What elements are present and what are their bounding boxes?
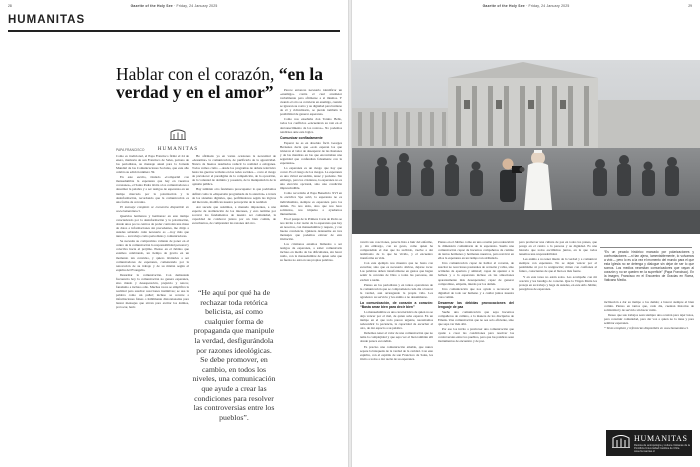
right-column-1 xyxy=(360,240,433,460)
left-column-3 xyxy=(280,88,342,460)
humanitas-logo xyxy=(148,127,208,152)
subheading: La comunicación, de corazón a corazón: “Basta amar bien para decir bien” xyxy=(360,300,433,309)
body-paragraph: venció sus coacciones, parecía lista a huir del enfermo, y, sin embargo, con su gesto, como quien ha comprendido el don que ha recibido, vuelve a dar testimonio de lo que ha vivido, y el encuentro transforma su vida. xyxy=(360,240,433,261)
right-page xyxy=(352,0,700,467)
main-photo xyxy=(352,60,700,234)
body-paragraph: Esperar no es en absoluto fácil. Georges Bernanos decía que «solo esperan los que tuvieron el valor de desesperar de las ilusiones y de las mentiras en las que encontraban una seguridad que confundían falsamente con la esperanza». xyxy=(280,140,342,165)
left-running-header xyxy=(8,4,340,10)
humanitas-box-logo-icon xyxy=(612,434,630,448)
right-column-2 xyxy=(438,240,514,460)
left-column-1 xyxy=(116,154,189,460)
left-column-2 xyxy=(192,154,276,284)
body-paragraph: La esperanza es un riesgo que hay que correr. Es el riesgo de los riesgos. La esperanza es una virtud escondida, tenaz y paciente. Sin embargo, para los cristianos, la esperanza no es una elección opcional, sino una condición imprescindible. xyxy=(280,166,342,191)
caption-text: “Es un pecado histórico marcado por polarizaciones y confrontaciones —ni tan ajeno, lamentablemente, lo volvamos a vivir— pero lo es a la vez el momento del mundo para el que esta Iglesia no se detenga y dialogue sin dejar de ser lo que somos. Los medios necesitan comunicadores que vayan al corazón y no se queden en la superficie” (Papa Francisco). xyxy=(604,250,694,274)
body-paragraph: inclinación a dar su tiempo a los demás; a buscar siempre el bien común. Pienso en tantos que, cada día, cuentan historias de solidaridad y de servicio sin hacer ruido. xyxy=(604,300,694,313)
right-running-head: Gazette of the Holy See · Friday, 24 January 2025 xyxy=(482,4,570,8)
right-page-number: 29 xyxy=(688,4,692,8)
body-paragraph: Los cristianos estamos llamados a ser testigos de esperanza, a saber comunicarla incluso en medio de las dificultades, sin hacer ruido, con la mansedumbre de quien sabe que su fuerza no está en sus propias palabras. xyxy=(280,242,342,263)
intro-paragraph: Como es tradicional, el Papa Francisco firmó el 24 de enero, memoria de san Francisco de Sales, patrono de los periodistas, su mensaje anual para la Jornada Mundial de las Comunicaciones Sociales, que este año celebra su edición número 59. xyxy=(116,154,189,175)
intro-paragraph: En este escrito, titulado «Compartid con mansedumbre la esperanza que hay en vuestros corazones», el Santo Padre invita a los comunicadores a desarmar la palabra y a ser testigos de esperanza en un tiempo marcado por la polarización y la desinformación, recordando que la comunicación es una forma de cercanía. xyxy=(116,175,189,204)
photo-caption xyxy=(604,250,694,282)
box-wordmark: HUMANITAS xyxy=(634,434,688,443)
pull-quote xyxy=(192,288,276,422)
body-paragraph: Pienso en el Jubileo como en una ocasión para redescubrir la dimensión comunitaria de la esperanza. Sueño una comunicación capaz de hacernos compañeros de camino de tantos hermanos y hermanas nuestros, para reavivar en ellos la esperanza en un tiempo tan atribulado. xyxy=(438,240,514,261)
body-paragraph: Una comunicación capaz de hablar al corazón, de suscitar no reacciones pasionales de cerrazón y rabia, sino actitudes de apertura y amistad; capaz de apuntar a la belleza y a la esperanza incluso en las situaciones aparentemente más desesperadas; capaz de generar compromiso, empatía, interés por los demás. xyxy=(438,261,514,286)
headline-bold: “en la verdad y en el amor” xyxy=(116,64,324,102)
right-column-4 xyxy=(604,300,694,426)
body-paragraph: Sueño una comunicación que sepa hacernos compañeros de camino, a la manera de los discípulos de Emaús. Una comunicación que no sea solo eficiente, sino que sepa ver más allá. xyxy=(438,309,514,327)
caption-rule xyxy=(600,247,692,248)
body-paragraph: Desarmar la comunicación. Con demasiada frecuencia hoy la comunicación no genera esperanza, sino miedo y desesperación, prejuicio y rencor, fanatismo e incluso odio. Muchas veces se simplifica la realidad para suscitar reacciones instintivas; se usa la palabra como un puñal; incluso se recurre a informaciones falsas o hábilmente distorsionadas para lanzar mensajes que sirvan para excitar los ánimos, provocar, herir. xyxy=(116,272,189,310)
humanitas-logo-icon xyxy=(170,129,186,140)
left-page-number: 28 xyxy=(8,4,12,8)
subheading: Comunicar confiadamente xyxy=(280,135,323,140)
body-paragraph: Una comunicación que nos ayude a reconocer la dignidad de todo ser humano y a cuidar juntos nuestra casa común. xyxy=(438,286,514,299)
body-paragraph: En el pasaje de la Primera Carta de Pedro se nos invita a dar razón de la esperanza que hay en nosotros, con mansedumbre y respeto, y con buena conciencia. Quisiera detenerme en tres mensajes que podemos extraer de esta invitación. xyxy=(280,216,342,242)
body-paragraph: Por eso los invito a promover una comunicación que ayude a crear las condiciones para resolver las controversias entre los pueblos, para que las palabras sean instrumentos de encuentro y de paz. xyxy=(438,327,514,344)
byline: PAPA FRANCISCO xyxy=(116,148,145,152)
body-paragraph: He afirmado ya en varias ocasiones la necesidad de «desarmar» la comunicación, de purificarla de la agresividad. Nunca da buenos resultados reducir la realidad a eslóganes. Todos vemos cómo —desde los programas de debate televisivo hasta las guerras verbales en las redes sociales— corre el riesgo de prevalecer el paradigma de la competición, de la oposición, de la voluntad de dominio y posesión, de la manipulación de la opinión pública. xyxy=(192,154,276,187)
left-page xyxy=(0,0,348,467)
headline-plain: Hablar con el corazón, xyxy=(116,64,279,84)
body-paragraph: Deseo que sus trabajos sean siempre una ocasión para tejer lazos, para construir comunidad, para dar voz a quien no la tiene y para sembrar esperanza. xyxy=(604,313,694,326)
body-paragraph: Pienso en los periodistas y en tantos operadores de la comunicación que se comprometen cada día a buscar la verdad, aun arriesgando la propia vida. Les agradezco su servicio y les animo a no desanimarse. xyxy=(360,282,433,299)
body-paragraph: Como recordaba el Papa Benedicto XVI en la encíclica Spe salvi, la esperanza no es individualista, siempre es esperanza para los demás. No nos aísla, sino que nos hace solidarios, nos impulsa a ayudarnos mutuamente. xyxy=(280,191,342,216)
body-paragraph: Queridos hermanos y hermanas: en este tiempo caracterizado por la desinformación y la polarización, donde unos pocos centros de poder controlan una masa de datos e informaciones sin precedentes, me dirijo a ustedes sabiendo cuán necesario es —hoy más que nunca— su trabajo como periodistas y comunicadores. xyxy=(116,213,189,239)
left-running-head: Gazette of the Holy See · Friday, 24 January 2025 xyxy=(130,4,218,8)
section-title: HUMANITAS xyxy=(8,14,86,26)
body-paragraph: Debemos tener el valor de una comunicación que no tema la complejidad y que sepa ver el bien también allí donde parece escondido. xyxy=(360,331,433,344)
body-paragraph: para promover una cultura de paz en todos los países, que ponga en el centro a la persona y su dignidad. Es una historia que todos escribimos juntos, en la que todos tenemos una responsabilidad. xyxy=(519,240,597,257)
right-running-header xyxy=(360,4,692,10)
caption-credit: En la imagen, Francisco en el Encuentro de Gracias en Roma, Vaticano Media. xyxy=(604,270,694,282)
body-paragraph: Así sucede que asistimos, a menudo impotentes, a una especie de atomización de los intereses, y esto termina por socavar los fundamentos de nuestro ser comunidad, la capacidad de colaborar juntos por un bien común, de escucharnos, de comprender las razones del otro. xyxy=(192,204,276,225)
section-rule xyxy=(8,30,340,32)
body-paragraph: Y en esta tarea no están solos. Les acompaño con mi oración y les bendigo de corazón. Que la Virgen María les proteja en su trabajo y haga de ustedes, en este Año Jubilar, peregrinos de esperanza. xyxy=(519,274,597,291)
right-column-3 xyxy=(519,240,597,460)
subheading: Desarmar las debidas provocaciones del lenguaje de paz xyxy=(438,300,514,309)
body-paragraph: Les animo a no tener miedo de la verdad y a comunicar siempre con esperanza. No se dejen vencer por el pesimismo ni por la resignación; miren con confianza al futuro, conscientes de que el bien es más fuerte. xyxy=(519,257,597,274)
body-paragraph: Parece entonces necesario identificar un «enemigo» contra el cual arremeter verbalmente para afirmarse a sí mismos. Y cuando el otro se convierte en enemigo, cuando se ignoran su rostro y su dignidad para burlarse de él y ridiculizarlo, se pierde también la posibilidad de generar esperanza. xyxy=(280,88,342,117)
pull-quote-text: “He aquí por qué ha de rechazar toda retórica belicista, así como cualquier forma de propaganda que manipule la verdad, desfigurándola por razones ideológicas. Se debe promover, en cambio, en todos los niveles, una comunicación que ayude a crear las condiciones para resolver las controversias entre los pueblos”. xyxy=(192,288,276,422)
logo-wordmark: HUMANITAS xyxy=(157,146,199,152)
intro-note: El mensaje completo se encuentra disponible en www.humanitas.cl. xyxy=(116,204,189,213)
body-paragraph: Es preciso una comunicación amable, que nunca separe la búsqueda de la verdad de la caridad. Con este espíritu, con el espíritu de san Francisco de Sales, les invito a todos a dar razón de su esperanza. xyxy=(360,344,433,361)
body-paragraph: Hay también otro fenómeno preocupante: lo que podríamos definir como la «dispersión programada de la atención» a través de los sistemas digitales, que, perfilándonos según las lógicas del mercado, modifican nuestra percepción de la realidad. xyxy=(192,187,276,204)
box-subtitle: Revista de antropología y cultura cristianas de la Pontificia Universidad Católica de Chile. www.humanitas.cl xyxy=(634,444,690,454)
body-paragraph: Como nos enseñaba don Tonino Bello, todos los conflictos «encuentran su raíz en el desvanecimiento de los rostros». No podemos rendirnos ante esta lógica. xyxy=(280,117,342,134)
body-paragraph: La mansedumbre es una característica de quien no se deja vencer por el mal, de quien sabe esperar. En un tiempo en el que todo parece urgente, necesitamos redescubrir la paciencia, la capacidad de escuchar al otro, de dar espacio a su palabra. xyxy=(360,309,433,331)
body-paragraph: Se necesita su compromiso valiente de poner en el centro de la comunicación la responsabilidad personal y colectiva hacia el prójimo. Pienso en el Jubileo que estamos celebrando, un tiempo de gracia en un momento tan convulso, y quiero invitarles a ser comunicadores de esperanza, comenzando por la renovación de su trabajo y de su misión según el espíritu del Evangelio. xyxy=(116,239,189,272)
humanitas-ad-box xyxy=(606,430,692,456)
closing-note: * Texto completo y referencias disponibles en www.humanitas.cl. xyxy=(604,326,689,331)
body-paragraph: Con este ejemplo nos muestra que no basta con escuchar, sino que es necesario abrirse, dejarse tocar. Las palabras deben transformarse en gestos que hagan sentir la cercanía de Dios a todas las personas, sin excluir a nadie. xyxy=(360,261,433,282)
